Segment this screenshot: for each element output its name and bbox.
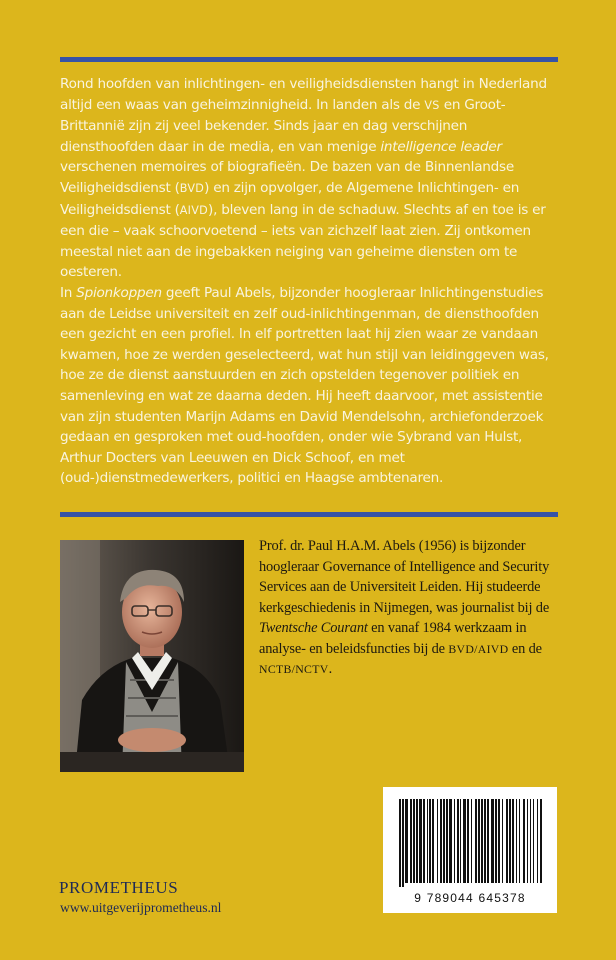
publisher-logo: PROMETHEUS: [59, 878, 179, 897]
barcode-bar: [449, 799, 452, 883]
text: verschenen memoires of biografieën. De bazen van de Binnenlandse Veiligheidsdienst (: [60, 159, 514, 196]
barcode-bar: [516, 799, 517, 883]
italic-term: intelligence leader: [380, 138, 502, 155]
barcode-bar: [410, 799, 412, 883]
barcode-bar: [467, 799, 469, 883]
barcode-bar: [437, 799, 438, 883]
back-cover-blurb: [60, 74, 562, 489]
barcode-bar: [537, 799, 538, 883]
text: ), bleven lang in de schaduw. Slechts af en toe is er een die – vaak schoorvoetend – iets van zichzelf laat zien. Zij ontkomen meestal niet aan de ingebakken neiging van geheime diensten om te oesteren.: [60, 201, 546, 281]
newspaper-name: Twentsche Courant: [259, 620, 368, 636]
barcode-bar: [446, 799, 448, 883]
barcode-bar: [487, 799, 489, 883]
barcode-bar: [481, 799, 483, 883]
text: en de: [508, 640, 542, 657]
small-caps: AIVD: [179, 203, 209, 217]
barcode-bar: [512, 799, 514, 883]
text: Prof. dr. Paul H.A.M. Abels (1956) is bijzonder hoogleraar Governance of Intelligence and Security Services aan de Universiteit Leiden. Hij studeerde kerkgeschiedenis in Nijmegen, was journalist bij de: [259, 538, 550, 616]
barcode-bar: [533, 799, 534, 883]
barcode-bar: [399, 799, 401, 887]
barcode-bar: [402, 799, 404, 887]
bio-paragraph: [259, 536, 564, 680]
barcode-bar: [491, 799, 494, 883]
barcode-bar: [471, 799, 472, 883]
text: Rond hoofden van inlichtingen- en veiligheidsdiensten hangt in Nederland altijd een waas van geheimzinnigheid. In landen als de: [60, 76, 547, 113]
publisher-url[interactable]: www.uitgeverijprometheus.nl: [60, 900, 222, 915]
text: ) en zijn opvolger, de Algemene Inlichtingen- en Veiligheidsdienst (: [60, 179, 520, 218]
barcode-bar: [475, 799, 477, 883]
barcode-bar: [443, 799, 445, 883]
text: In: [60, 284, 77, 301]
barcode-bar: [478, 799, 480, 883]
small-caps: BVD/AIVD: [448, 641, 509, 656]
barcode-bar: [502, 799, 503, 883]
author-bio: [259, 536, 564, 680]
barcode-bar: [530, 799, 531, 883]
barcode-bar: [495, 799, 497, 883]
barcode-bar: [432, 799, 434, 883]
barcode-bar: [423, 799, 425, 883]
barcode-bar: [419, 799, 422, 883]
barcode-bar: [527, 799, 528, 883]
barcode-bar: [540, 799, 542, 883]
barcode-bar: [519, 799, 520, 883]
barcode-bar: [440, 799, 442, 883]
barcode-bar: [523, 799, 525, 883]
barcode-bar: [454, 799, 455, 883]
small-caps: VS: [424, 98, 440, 112]
text: geeft Paul Abels, bijzonder hoogleraar Inlichtingenstudies aan de Leidse universiteit en zelf oud-inlichtingenman, de diensthoofden een gezicht en een profiel. In elf portretten laat hij zien waar ze vandaan kwamen, hoe ze werden geselecteerd, wat hun stijl van leidinggeven was, hoe ze de dienst aanstuurden en zich opstelden tegenover politiek en samenleving en wat ze daarna deden. Hij heeft daarvoor, met assistentie van zijn studenten Marijn Adams en David Mendelsohn, archiefonderzoek gedaan en gesproken met oud-hoofden, onder wie Sybrand van Hulst, Arthur Docters van Leeuwen en Dick Schoof, en met (oud-)dienstmedewerkers, politici en Haagse ambtenaren.: [60, 284, 549, 487]
text: en vanaf 1984 werkzaam in analyse- en beleidsfuncties bij de: [259, 620, 527, 657]
barcode-bar: [460, 799, 461, 883]
barcode-bar: [427, 799, 428, 883]
text: .: [328, 661, 333, 677]
barcode-bar: [457, 799, 459, 883]
middle-divider: [60, 512, 558, 517]
text: en Groot-Brittannië zijn zij veel bekender. Sinds jaar en dag verschijnen diensthoofden daar in de media, en van menige: [60, 96, 506, 155]
barcode-bar: [413, 799, 415, 883]
blurb-paragraph-1: [60, 74, 562, 283]
barcode-bar: [498, 799, 500, 883]
small-caps: BVD: [179, 181, 205, 195]
isbn-number: 9 789044 645378: [414, 891, 526, 905]
barcode-bar: [463, 799, 466, 883]
isbn-barcode: [383, 787, 557, 913]
barcode-bar: [429, 799, 431, 883]
top-divider: [60, 57, 558, 62]
small-caps: NCTB/NCTV: [259, 662, 329, 676]
barcode-bars: [397, 799, 543, 887]
barcode-bar: [509, 799, 511, 883]
blurb-paragraph-2: [60, 283, 562, 489]
barcode-bar: [405, 799, 408, 883]
barcode-bar: [484, 799, 486, 883]
author-photo: [60, 540, 244, 772]
barcode-bar: [416, 799, 418, 883]
book-title: Spionkoppen: [76, 284, 162, 301]
barcode-bar: [506, 799, 508, 883]
